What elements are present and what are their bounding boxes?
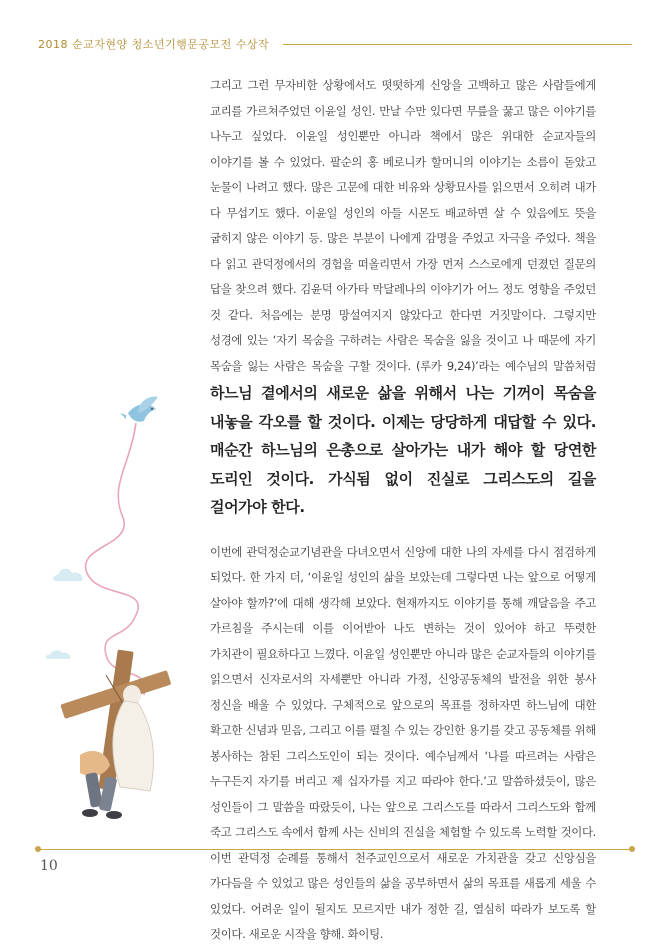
article-body	[210, 73, 596, 948]
paragraph-1-emphasis: 하느님 곁에서의 새로운 삶을 위해서 나는 기꺼이 목숨을 내놓을 각오를 할 것이다. 이제는 당당하게 대답할 수 있다. 매순간 하느님의 은총으로 살아가는 내가 해야 할 당연한 도리인 것이다. 가식됨 없이 진실로 그리스도의 길을 걸어가야 한다.	[210, 384, 596, 516]
paragraph-1-text: 그리고 그런 무자비한 상황에서도 떳떳하게 신앙을 고백하고 많은 사람들에게 교리를 가르쳐주었던 이윤일 성인. 만날 수만 있다면 무릎을 꿇고 많은 이야기를 나누고 싶었다. 이윤일 성인뿐만 아니라 책에서 많은 위대한 순교자들의 이야기를 볼 수 있었다. 팔순의 홍 베로니카 할머니의 이야기는 소름이 돋았고 눈물이 나려고 했다. 많은 고문에 대한 비유와 상황묘사를 읽으면서 오히려 내가 다 무섭기도 했다. 이윤일 성인의 아들 시몬도 배교하면 살 수 있음에도 뜻을 굽히지 않은 이야기 등. 많은 부분이 나에게 감명을 주었고 자극을 주었다. 책을 다 읽고 관덕정에서의 경험을 떠올리면서 가장 먼저 스스로에게 던졌던 질문의 답을 찾으려 했다. 김윤덕 아가타 막달레나의 이야기가 어느 정도 영향을 주었던 것 같다. 처음에는 분명 망설여지지 않았다고 한다면 거짓말이다. 그렇지만 성경에 있는 ‘자기 목숨을 구하려는 사람은 목숨을 잃을 것이고 나 때문에 자기 목숨을 잃는 사람은 목숨을 구할 것이다. (루카 9,24)’라는 예수님의 말씀처럼	[210, 78, 596, 373]
page-number: 10	[40, 858, 58, 874]
paragraph-1	[210, 73, 596, 522]
header-rule	[283, 44, 632, 45]
page-header	[38, 34, 632, 54]
header-title: 2018 순교자현양 청소년기행문공모전 수상작	[38, 38, 270, 51]
bird-cross-pilgrim-illustration	[40, 395, 200, 835]
footer-rule	[38, 849, 632, 850]
cloud-icon	[46, 569, 82, 659]
kite-string	[86, 423, 145, 695]
footer-rule-end-right	[629, 846, 635, 852]
bird-icon	[120, 397, 158, 422]
footer-rule-end-left	[35, 846, 41, 852]
paragraph-2: 이번에 관덕정순교기념관을 다녀오면서 신앙에 대한 나의 자세를 다시 점검하게 되었다. 한 가지 더, ‘이윤일 성인의 삶을 보았는데 그렇다면 나는 앞으로 어떻게 살아야 할까?’에 대해 생각해 보았다. 현재까지도 이야기를 통해 깨달음을 주고 가르침을 주시는데 이를 이어받아 나도 변하는 것이 있어야 하고 뚜렷한 가치관이 필요하다고 느꼈다. 이윤일 성인뿐만 아니라 많은 순교자들의 이야기를 읽으면서 신자로서의 자세뿐만 아니라 가정, 신앙공동체의 발전을 위한 봉사 정신을 배울 수 있었다. 구체적으로 앞으로의 목표를 정하자면 하느님에 대한 확고한 신념과 믿음, 그리고 이를 펼칠 수 있는 강인한 용기를 갖고 공동체를 위해 봉사하는 참된 그리스도인이 되는 것이다. 예수님께서 ‘나를 따르려는 사람은 누구든지 자기를 버리고 제 십자가를 지고 따라야 한다.’고 말씀하셨듯이, 많은 성인들이 그 말씀을 따랐듯이, 나는 앞으로 그리스도를 따라서 그리스도와 함께 죽고 그리스도 속에서 함께 사는 신비의 진실을 체험할 수 있도록 노력할 것이다. 이번 관덕정 순례를 통해서 천주교인으로서 새로운 가치관을 갖고 신앙심을 가다듬을 수 있었고 많은 성인들의 삶을 공부하면서 삶의 목표를 새롭게 세울 수 있었다. 어려운 일이 될지도 모르지만 내가 정한 길, 열심히 따라가 보도록 할 것이다. 새로운 시작을 향해. 화이팅.	[210, 544, 596, 941]
